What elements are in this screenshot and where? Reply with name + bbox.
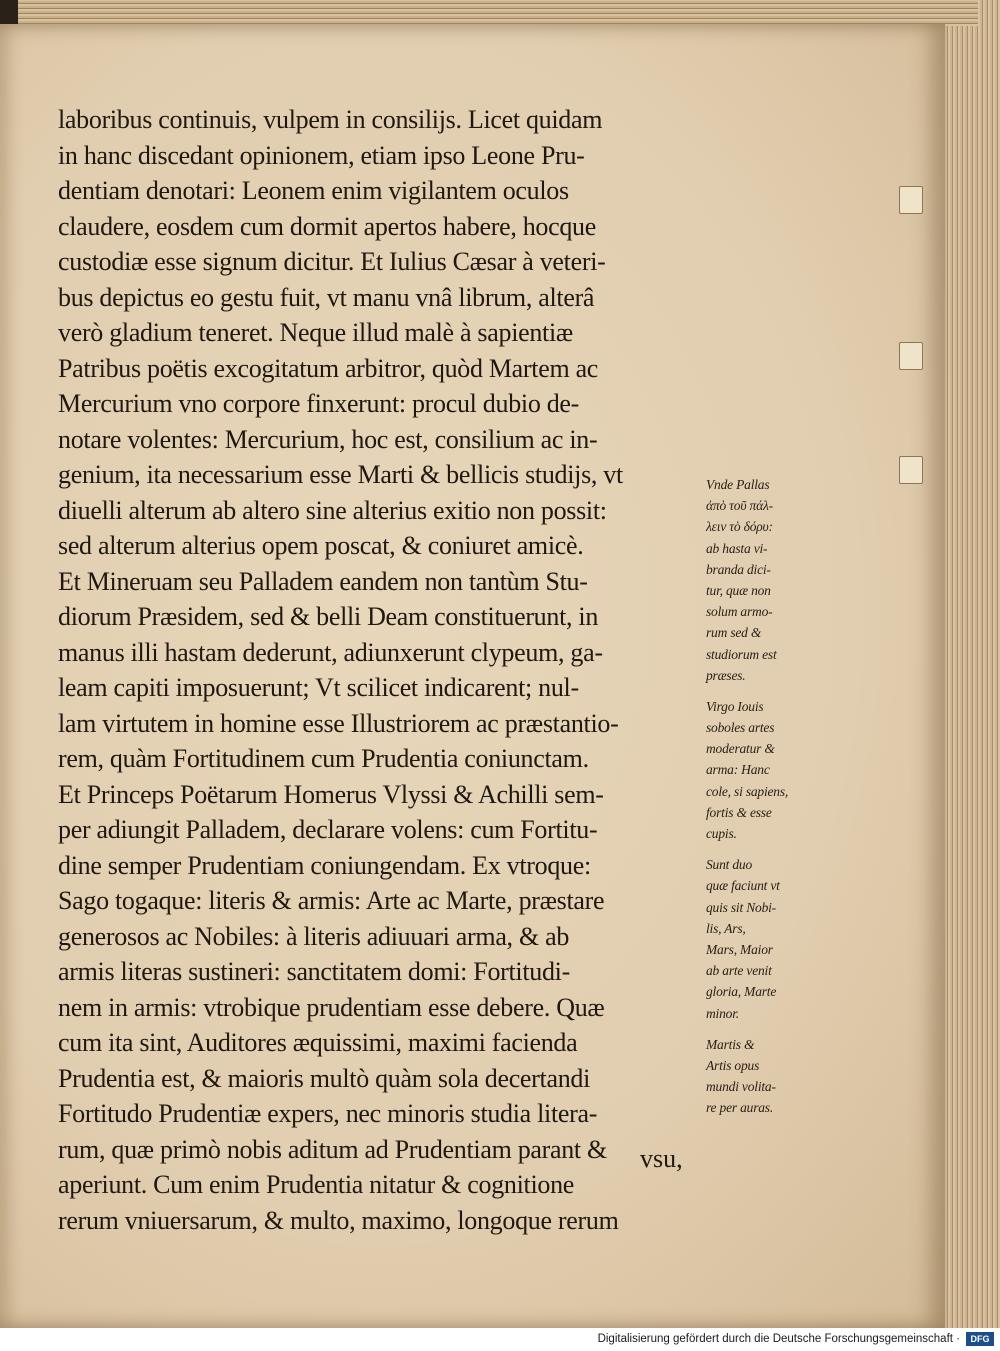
marginal-note-line: fortis & esse (706, 804, 772, 820)
note-spacer (706, 1024, 836, 1034)
marginal-note-line: ἀπὸ τοῦ πάλ- (706, 498, 773, 514)
marginal-note-line: cole, si sapiens, (706, 783, 789, 799)
text-line: laboribus continuis, vulpem in consilijs. Licet quidam (58, 105, 603, 134)
marginal-note-line: Vnde Pallas (706, 477, 770, 492)
text-line: Et Mineruam seu Palladem eandem non tantùm Stu- (58, 566, 588, 596)
text-line: per adiungit Palladem, declarare volens: cum Fortitu- (58, 815, 598, 844)
dfg-logo-icon: DFG (966, 1332, 994, 1346)
footer-bar (0, 1328, 1000, 1351)
page-tab-marker (899, 456, 923, 484)
marginal-note-line: minor. (706, 1005, 739, 1021)
marginal-note-line: mundi volita- (706, 1079, 776, 1095)
note-spacer (706, 844, 836, 854)
marginal-note-line: re per auras. (706, 1100, 774, 1116)
text-line: leam capiti imposuerunt; Vt scilicet indicarent; nul- (58, 673, 579, 702)
text-line: Patribus poëtis excogitatum arbitror, quòd Martem ac (58, 353, 599, 383)
text-line: in hanc discedant opinionem, etiam ipso Leone Pru- (58, 140, 585, 170)
text-line: aperiunt. Cum enim Prudentia nitatur & cognitione (58, 1170, 575, 1199)
text-line: cum ita sint, Auditores æquissimi, maximi facienda (58, 1028, 578, 1057)
text-line: Mercurium vno corpore finxerunt: procul dubio de- (58, 389, 580, 418)
marginal-note-line: rum sed & (706, 625, 762, 641)
marginal-note-line: ab hasta vi- (706, 540, 768, 556)
marginal-note-line: quæ faciunt vt (706, 878, 780, 894)
text-line: notare volentes: Mercurium, hoc est, consilium ac in- (58, 424, 598, 454)
marginal-note (706, 696, 836, 844)
text-line: bus depictus eo gestu fuit, vt manu vnâ librum, alterâ (58, 282, 595, 312)
text-line: generosos ac Nobiles: à literis adiuuari arma, & ab (58, 921, 570, 951)
catchword: vsu, (640, 1144, 683, 1173)
note-spacer (706, 686, 836, 696)
text-line: lam virtutem in homine esse Illustriorem ac præstantio- (58, 708, 619, 738)
page-tab-marker (899, 342, 923, 370)
marginal-note-line: ab arte venit (706, 963, 772, 979)
text-line: diorum Præsidem, sed & belli Deam constituerunt, in (58, 602, 599, 631)
marginal-note-line: gloria, Marte (706, 984, 777, 1000)
text-line: manus illi hastam dederunt, adiunxerunt clypeum, ga- (58, 637, 603, 667)
marginal-note-line: moderatur & (706, 741, 775, 757)
text-line: sed alterum alterius opem poscat, & coniuret amicè. (58, 531, 584, 560)
text-line: dentiam denotari: Leonem enim vigilantem oculos (58, 176, 569, 205)
marginal-note (706, 1034, 836, 1119)
text-line: verò gladium teneret. Neque illud malè à sapientiæ (58, 318, 573, 347)
text-line: rum, quæ primò nobis aditum ad Prudentiam parant & (58, 1134, 607, 1164)
marginal-note-line: Virgo Iouis (706, 698, 764, 714)
book-page (0, 24, 945, 1328)
marginal-note-line: tur, quæ non (706, 582, 771, 598)
marginal-note-line: solum armo- (706, 604, 773, 620)
main-text-block (58, 102, 718, 1238)
text-line: nem in armis: vtrobique prudentiam esse debere. Quæ (58, 992, 605, 1022)
marginal-note-line: λειν τὸ δόρυ: (706, 519, 773, 535)
text-line: Et Princeps Poëtarum Homerus Vlyssi & Achilli sem- (58, 779, 604, 809)
text-line: rem, quàm Fortitudinem cum Prudentia coniunctam. (58, 744, 589, 773)
marginal-note-line: Martis & (706, 1036, 755, 1052)
text-line: claudere, eosdem cum dormit apertos habere, hocque (58, 211, 596, 241)
marginal-note (706, 474, 836, 686)
marginal-note-line: præses. (706, 667, 746, 683)
text-line: rerum vniuersarum, & multo, maximo, longoque rerum (58, 1205, 619, 1235)
text-line: armis literas sustineri: sanctitatem domi: Fortitudi- (58, 957, 570, 986)
text-line: diuelli alterum ab altero sine alterius exitio non possit: (58, 495, 607, 525)
marginal-note-line: studiorum est (706, 646, 777, 662)
marginal-note-line: quis sit Nobi- (706, 899, 776, 915)
marginal-note-line: branda dici- (706, 561, 771, 577)
text-line: Prudentia est, & maioris multò quàm sola decertandi (58, 1063, 591, 1093)
marginal-note-line: lis, Ars, (706, 920, 746, 936)
marginal-note-line: Mars, Maior (706, 941, 773, 957)
marginal-note-line: arma: Hanc (706, 762, 770, 778)
marginal-note-line: soboles artes (706, 720, 775, 736)
marginal-note-line: Sunt duo (706, 857, 753, 873)
page-edges-top (18, 0, 978, 26)
text-line: Sago togaque: literis & armis: Arte ac Marte, præstare (58, 886, 605, 915)
text-line: custodiæ esse signum dicitur. Et Iulius Cæsar à veteri- (58, 247, 606, 276)
marginal-note (706, 854, 836, 1024)
marginal-notes (706, 474, 836, 1118)
text-line: genium, ita necessarium esse Marti & bellicis studijs, vt (58, 460, 623, 489)
page-tab-marker (899, 186, 923, 214)
text-line: dine semper Prudentiam coniungendam. Ex vtroque: (58, 850, 591, 880)
marginal-note-line: Artis opus (706, 1057, 760, 1073)
footer-credit-text: Digitalisierung gefördert durch die Deutsche Forschungsgemeinschaft · (597, 1333, 960, 1345)
marginal-note-line: cupis. (706, 826, 737, 841)
text-line: Fortitudo Prudentiæ expers, nec minoris studia litera- (58, 1099, 598, 1128)
